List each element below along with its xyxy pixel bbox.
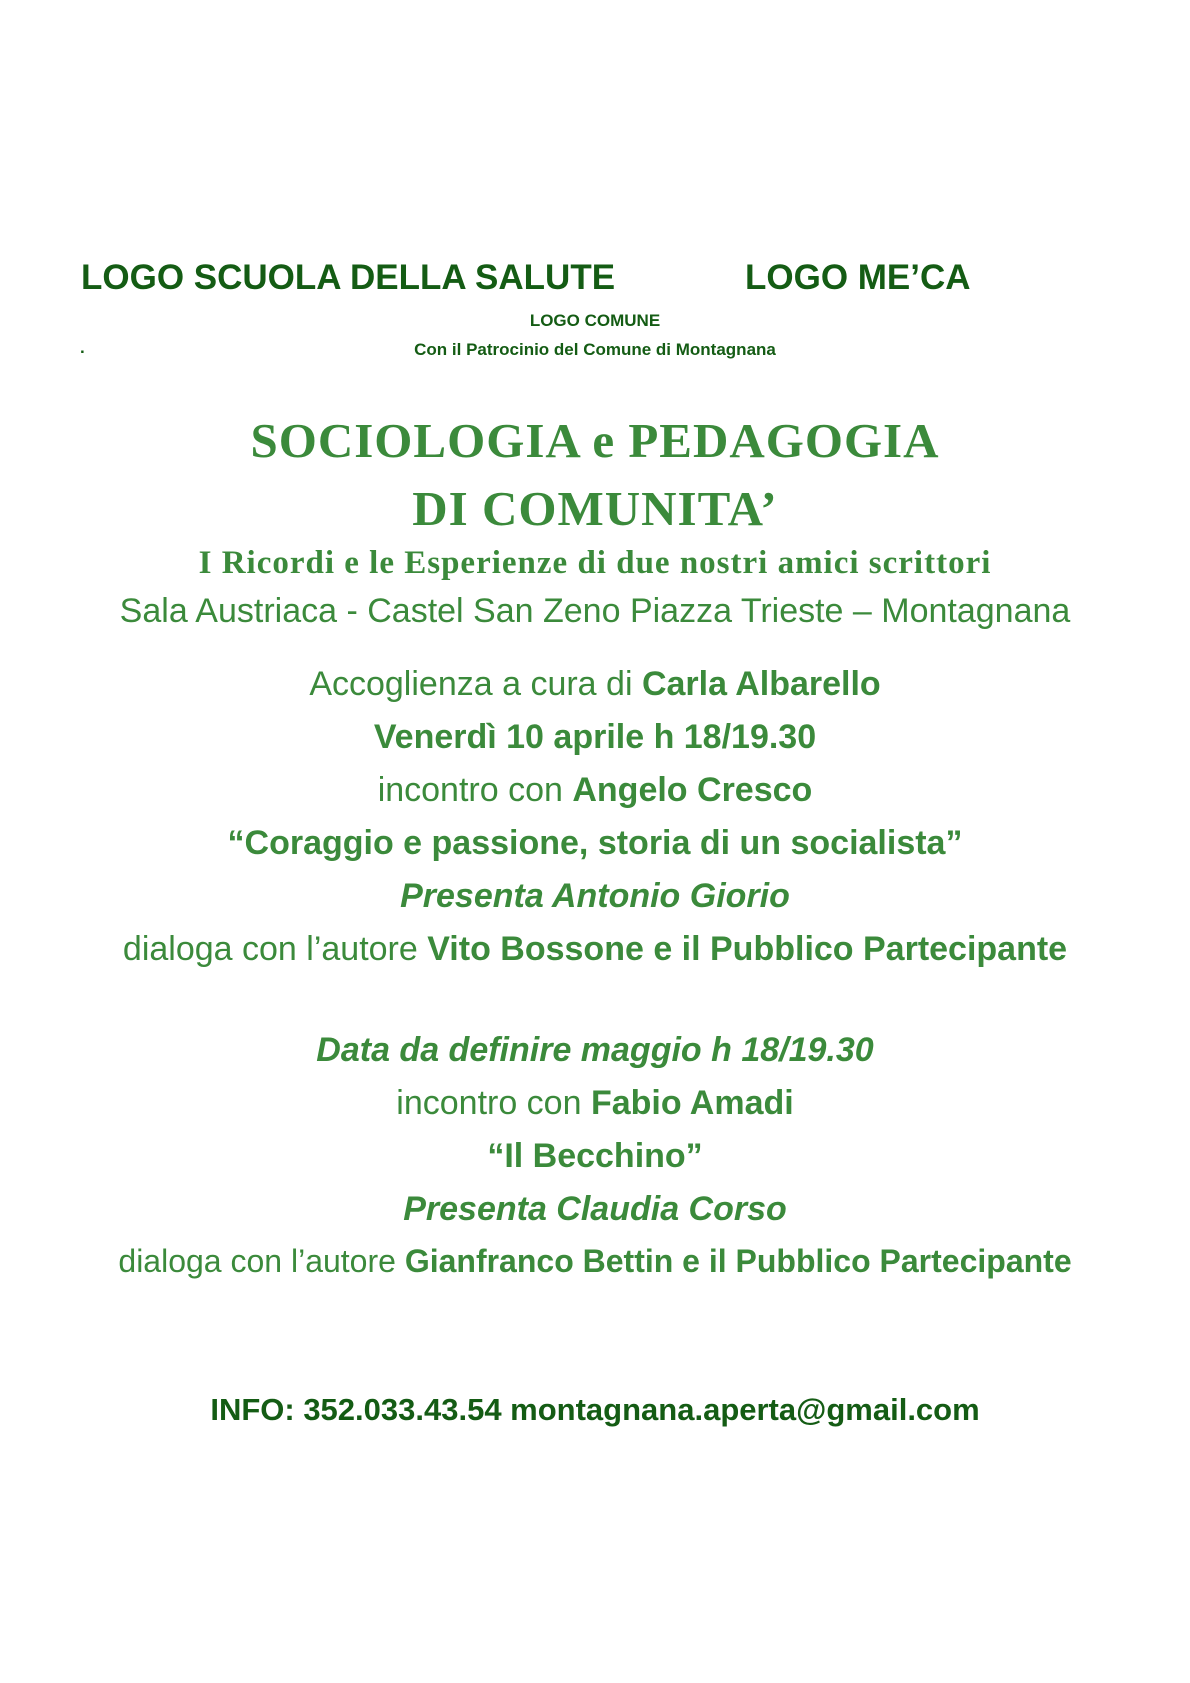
logo-scuola-della-salute-placeholder: LOGO SCUOLA DELLA SALUTE xyxy=(81,258,616,297)
subtitle: I Ricordi e le Esperienze di due nostri amici scrittori xyxy=(198,545,992,581)
event2-dialog-names: Gianfranco Bettin e il Pubblico Partecipante xyxy=(404,1243,1072,1279)
event2-author: Fabio Amadi xyxy=(590,1084,794,1122)
event1-dialog-prefix: dialoga con l’autore xyxy=(122,930,428,968)
main-title-line2: DI COMUNITA’ xyxy=(412,481,778,536)
welcome-host: Carla Albarello xyxy=(641,665,881,703)
event2-meet-prefix: incontro con xyxy=(396,1084,591,1122)
logo-meca-placeholder: LOGO ME’CA xyxy=(745,258,971,297)
event2-dialog-line xyxy=(0,1243,1190,1280)
event1-presenter: Presenta Antonio Giorio xyxy=(400,877,790,915)
stray-dot: . xyxy=(80,338,85,357)
main-title-line1: SOCIOLOGIA e PEDAGOGIA xyxy=(250,413,940,468)
event1-author: Angelo Cresco xyxy=(572,771,813,809)
venue: Sala Austriaca - Castel San Zeno Piazza Trieste – Montagnana xyxy=(119,592,1071,630)
event1-dialog-line xyxy=(0,930,1190,969)
welcome-prefix: Accoglienza a cura di xyxy=(309,665,642,703)
event2-book-title: “Il Becchino” xyxy=(487,1137,703,1175)
event2-dialog-prefix: dialoga con l’autore xyxy=(118,1243,405,1279)
event1-meet-prefix: incontro con xyxy=(377,771,573,809)
event1-dialog-names: Vito Bossone e il Pubblico Partecipante xyxy=(427,930,1068,968)
event2-date: Data da definire maggio h 18/19.30 xyxy=(316,1031,874,1069)
event1-book-title: “Coraggio e passione, storia di un socialista” xyxy=(227,824,963,862)
event1-date: Venerdì 10 aprile h 18/19.30 xyxy=(373,718,817,756)
logo-comune-placeholder: LOGO COMUNE xyxy=(529,311,661,330)
welcome-line xyxy=(0,665,1190,704)
patronage-text: Con il Patrocinio del Comune di Montagnana xyxy=(414,340,776,359)
event2-presenter: Presenta Claudia Corso xyxy=(403,1190,787,1228)
event1-meet-line xyxy=(0,771,1190,810)
contact-info: INFO: 352.033.43.54 montagnana.aperta@gmail.com xyxy=(210,1392,980,1427)
event2-meet-line xyxy=(0,1084,1190,1123)
